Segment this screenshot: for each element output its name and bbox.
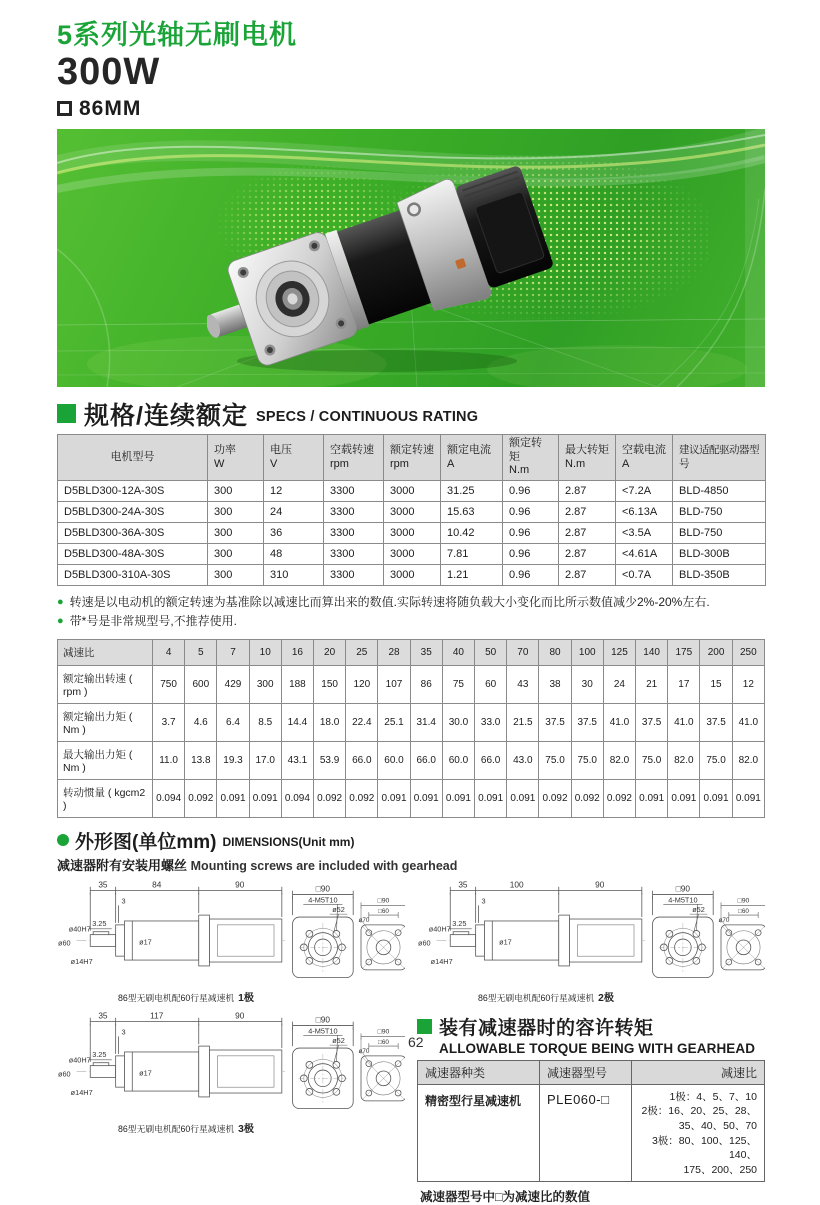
svg-text:84: 84 bbox=[152, 879, 162, 890]
drawing-caption: 86型无刷电机配60行星减速机 2极 bbox=[478, 992, 615, 1004]
ratio-cell: 66.0 bbox=[475, 741, 507, 779]
svg-text:35: 35 bbox=[98, 879, 108, 890]
torque-col-model: 减速器型号 bbox=[540, 1060, 632, 1084]
ratio-cell: 75 bbox=[442, 665, 474, 703]
spec-col-header: 最大转矩 N.m bbox=[559, 434, 616, 480]
ratio-cell: 66.0 bbox=[410, 741, 442, 779]
ratio-row bbox=[58, 779, 765, 817]
ratio-cell: 18.0 bbox=[314, 703, 346, 741]
ratio-cell: 22.4 bbox=[346, 703, 378, 741]
svg-text:3: 3 bbox=[121, 895, 126, 905]
svg-text:□90: □90 bbox=[377, 896, 390, 904]
ratio-cell: 250 bbox=[732, 639, 764, 665]
ratio-cell: 82.0 bbox=[603, 741, 635, 779]
spec-table bbox=[57, 434, 766, 586]
ratio-cell: 41.0 bbox=[732, 703, 764, 741]
ratio-cell: 120 bbox=[346, 665, 378, 703]
spec-cell: <7.2A bbox=[616, 481, 673, 502]
ratio-cell: 60.0 bbox=[378, 741, 410, 779]
ratio-cell: 10 bbox=[249, 639, 281, 665]
spec-cell: <0.7A bbox=[616, 565, 673, 586]
ratio-cell: 8.5 bbox=[249, 703, 281, 741]
spec-cell: <4.61A bbox=[616, 544, 673, 565]
ratio-cell: 0.091 bbox=[475, 779, 507, 817]
ratio-cell: 140 bbox=[636, 639, 668, 665]
spec-cell: 1.21 bbox=[441, 565, 503, 586]
note-text: 带*号是非常规型号,不推荐使用. bbox=[69, 613, 237, 628]
ratio-cell: 4.6 bbox=[185, 703, 217, 741]
ratio-cell: 24 bbox=[603, 665, 635, 703]
drawing-slot-1 bbox=[57, 876, 405, 1007]
spec-cell: 3000 bbox=[384, 565, 441, 586]
ratio-cell: 20 bbox=[314, 639, 346, 665]
note-item bbox=[57, 612, 765, 631]
ratio-cell: 0.092 bbox=[603, 779, 635, 817]
specs-title-cn: 规格/连续额定 bbox=[84, 401, 248, 430]
spec-col-header: 电机型号 bbox=[58, 434, 208, 480]
svg-text:4-M5T10: 4-M5T10 bbox=[308, 894, 338, 904]
spec-cell: <6.13A bbox=[616, 502, 673, 523]
dimension-drawing bbox=[417, 876, 765, 1007]
ratio-cell: 21 bbox=[636, 665, 668, 703]
ratio-cell: 82.0 bbox=[668, 741, 700, 779]
spec-cell: 300 bbox=[208, 544, 264, 565]
ratio-cell: 0.091 bbox=[507, 779, 539, 817]
ratio-cell: 16 bbox=[281, 639, 313, 665]
note-text: 转速是以电动机的额定转速为基准除以减速比而算出来的数值.实际转速将随负载大小变化而比所示数值减少2%-20%左右. bbox=[69, 595, 710, 610]
svg-text:ø52: ø52 bbox=[332, 1035, 345, 1045]
ratio-cell: 0.092 bbox=[571, 779, 603, 817]
side-view bbox=[77, 886, 288, 965]
torque-section-title bbox=[417, 1013, 765, 1040]
ratio-cell: 21.5 bbox=[507, 703, 539, 741]
ratio-cell: 0.092 bbox=[539, 779, 571, 817]
svg-text:□90: □90 bbox=[315, 1014, 331, 1025]
ratio-row-label: 转动惯量 ( kgcm2 ) bbox=[58, 779, 153, 817]
spec-cell: 3300 bbox=[324, 523, 384, 544]
svg-text:3.25: 3.25 bbox=[452, 918, 467, 928]
svg-text:□60: □60 bbox=[738, 907, 749, 915]
ratio-row bbox=[58, 703, 765, 741]
drawing-slot-2 bbox=[417, 876, 765, 1007]
svg-text:□60: □60 bbox=[378, 907, 389, 915]
spec-cell: BLD-350B bbox=[673, 565, 766, 586]
spec-col-header: 空载电流 A bbox=[616, 434, 673, 480]
notes bbox=[57, 593, 765, 630]
spec-row bbox=[58, 544, 766, 565]
spec-cell: 7.81 bbox=[441, 544, 503, 565]
ratio-cell: 0.094 bbox=[281, 779, 313, 817]
svg-text:3: 3 bbox=[121, 1026, 126, 1036]
dimensions-subtitle-en: Mounting screws are included with gearhead bbox=[190, 858, 458, 873]
dimensions-subtitle bbox=[57, 855, 765, 874]
ratio-cell: 80 bbox=[539, 639, 571, 665]
ratio-cell: 19.3 bbox=[217, 741, 249, 779]
spec-cell: D5BLD300-48A-30S bbox=[58, 544, 208, 565]
svg-text:ø52: ø52 bbox=[692, 904, 705, 914]
svg-text:ø70: ø70 bbox=[358, 1047, 370, 1055]
ratio-cell: 12 bbox=[732, 665, 764, 703]
frame-size-label: 86MM bbox=[79, 96, 142, 120]
ratio-cell: 0.091 bbox=[700, 779, 732, 817]
ratio-cell: 75.0 bbox=[700, 741, 732, 779]
spec-cell: BLD-4850 bbox=[673, 481, 766, 502]
svg-text:ø40H7: ø40H7 bbox=[68, 924, 91, 934]
ratio-cell: 300 bbox=[249, 665, 281, 703]
spec-cell: 3300 bbox=[324, 565, 384, 586]
ratio-cell: 107 bbox=[378, 665, 410, 703]
spec-row bbox=[58, 481, 766, 502]
spec-cell: 0.96 bbox=[503, 481, 559, 502]
spec-cell: BLD-750 bbox=[673, 502, 766, 523]
spec-row bbox=[58, 502, 766, 523]
svg-text:100: 100 bbox=[509, 879, 524, 890]
ratio-cell: 429 bbox=[217, 665, 249, 703]
svg-text:□90: □90 bbox=[675, 883, 691, 894]
ratio-cell: 40 bbox=[442, 639, 474, 665]
ratio-cell: 0.091 bbox=[636, 779, 668, 817]
svg-text:4-M5T10: 4-M5T10 bbox=[668, 894, 698, 904]
svg-text:90: 90 bbox=[235, 879, 245, 890]
side-view bbox=[77, 1017, 288, 1096]
spec-col-header: 电压 V bbox=[264, 434, 324, 480]
svg-text:ø17: ø17 bbox=[139, 936, 152, 946]
green-dot-icon bbox=[57, 834, 69, 846]
ratio-cell: 38 bbox=[539, 665, 571, 703]
spec-cell: 12 bbox=[264, 481, 324, 502]
ratio-cell: 30.0 bbox=[442, 703, 474, 741]
ratio-row bbox=[58, 665, 765, 703]
spec-col-header: 额定转速 rpm bbox=[384, 434, 441, 480]
ratio-cell: 60.0 bbox=[442, 741, 474, 779]
ratio-cell: 0.091 bbox=[217, 779, 249, 817]
svg-text:□90: □90 bbox=[377, 1027, 390, 1035]
specs-title-en: SPECS / CONTINUOUS RATING bbox=[255, 409, 479, 426]
ratio-cell: 53.9 bbox=[314, 741, 346, 779]
gearhead-type: 精密型行星减速机 bbox=[418, 1084, 540, 1181]
page-header bbox=[57, 20, 765, 121]
ratio-cell: 0.091 bbox=[442, 779, 474, 817]
gear-ratio-lines bbox=[639, 1088, 757, 1178]
torque-row bbox=[418, 1084, 765, 1181]
spec-cell: 3300 bbox=[324, 544, 384, 565]
spec-cell: 3000 bbox=[384, 544, 441, 565]
ratio-cell: 82.0 bbox=[732, 741, 764, 779]
ratio-cell: 175 bbox=[668, 639, 700, 665]
ratio-cell: 75.0 bbox=[539, 741, 571, 779]
ratio-row-label: 额定输出转速 ( rpm ) bbox=[58, 665, 153, 703]
torque-col-type: 减速器种类 bbox=[418, 1060, 540, 1084]
svg-text:ø60: ø60 bbox=[57, 1068, 71, 1078]
specs-section-title bbox=[57, 396, 765, 432]
spec-cell: BLD-750 bbox=[673, 523, 766, 544]
dimensions-section-title bbox=[57, 827, 765, 854]
dimensions-subtitle-cn: 减速器附有安装用螺丝 bbox=[57, 857, 188, 873]
ratio-table bbox=[57, 639, 765, 818]
ratio-table-body bbox=[58, 639, 765, 817]
ratio-cell: 30 bbox=[571, 665, 603, 703]
gear-ratio-line: 1极：4、5、7、10 bbox=[669, 1090, 757, 1103]
spec-cell: 2.87 bbox=[559, 565, 616, 586]
ratio-cell: 188 bbox=[281, 665, 313, 703]
ratio-cell: 3.7 bbox=[153, 703, 185, 741]
ratio-cell: 200 bbox=[700, 639, 732, 665]
spec-col-header: 额定转矩 N.m bbox=[503, 434, 559, 480]
svg-text:□60: □60 bbox=[378, 1038, 389, 1046]
svg-text:ø40H7: ø40H7 bbox=[428, 924, 451, 934]
gear-ratio-line: 2极：16、20、25、28、 bbox=[641, 1105, 757, 1118]
svg-text:ø40H7: ø40H7 bbox=[68, 1055, 91, 1065]
spec-table-body bbox=[58, 481, 766, 586]
spec-cell: 3000 bbox=[384, 502, 441, 523]
ratio-cell: 75.0 bbox=[636, 741, 668, 779]
ratio-cell: 17.0 bbox=[249, 741, 281, 779]
spec-cell: 3000 bbox=[384, 481, 441, 502]
ratio-cell: 0.092 bbox=[185, 779, 217, 817]
spec-cell: 3300 bbox=[324, 502, 384, 523]
spec-cell: 300 bbox=[208, 523, 264, 544]
frame-size bbox=[57, 97, 765, 121]
ratio-row-label: 额定输出力矩 ( Nm ) bbox=[58, 703, 153, 741]
spec-cell: 0.96 bbox=[503, 544, 559, 565]
spec-cell: 2.87 bbox=[559, 544, 616, 565]
spec-cell: 0.96 bbox=[503, 523, 559, 544]
spec-cell: 3000 bbox=[384, 523, 441, 544]
svg-text:35: 35 bbox=[98, 1010, 108, 1021]
torque-col-ratio: 减速比 bbox=[632, 1060, 765, 1084]
ratio-cell: 0.091 bbox=[410, 779, 442, 817]
ratio-cell: 37.5 bbox=[539, 703, 571, 741]
torque-title-cn: 装有减速器时的容许转矩 bbox=[439, 1017, 654, 1039]
bullet-icon: ● bbox=[57, 596, 64, 609]
svg-text:ø17: ø17 bbox=[139, 1067, 152, 1077]
ratio-cell: 33.0 bbox=[475, 703, 507, 741]
ratio-cell: 43.1 bbox=[281, 741, 313, 779]
ratio-cell: 7 bbox=[217, 639, 249, 665]
torque-title-en: ALLOWABLE TORQUE BEING WITH GEARHEAD bbox=[439, 1040, 756, 1056]
gear-ratio-line: 175、200、250 bbox=[683, 1163, 757, 1176]
gearhead-model: PLE060-□ bbox=[540, 1084, 632, 1181]
ratio-cell: 125 bbox=[603, 639, 635, 665]
ratio-cell: 0.092 bbox=[314, 779, 346, 817]
ratio-cell: 100 bbox=[571, 639, 603, 665]
svg-text:ø17: ø17 bbox=[499, 936, 512, 946]
spec-cell: <3.5A bbox=[616, 523, 673, 544]
svg-text:ø14H7: ø14H7 bbox=[70, 956, 93, 966]
ratio-cell: 0.091 bbox=[378, 779, 410, 817]
ratio-cell: 11.0 bbox=[153, 741, 185, 779]
spec-cell: 2.87 bbox=[559, 502, 616, 523]
spec-cell: 48 bbox=[264, 544, 324, 565]
ratio-cell: 0.094 bbox=[153, 779, 185, 817]
page-number: 62 bbox=[408, 1034, 424, 1050]
spec-cell: 0.96 bbox=[503, 502, 559, 523]
gear-ratio-line: 35、40、50、70 bbox=[678, 1119, 757, 1132]
svg-text:3.25: 3.25 bbox=[92, 1049, 107, 1059]
series-title: 5系列光轴无刷电机 bbox=[57, 20, 298, 50]
ratio-row bbox=[58, 741, 765, 779]
ratio-cell: 28 bbox=[378, 639, 410, 665]
svg-text:3: 3 bbox=[481, 895, 486, 905]
dimensions-title-cn: 外形图(单位mm) bbox=[75, 831, 217, 853]
svg-text:ø70: ø70 bbox=[718, 916, 730, 924]
spec-cell: 310 bbox=[264, 565, 324, 586]
spec-col-header: 空载转速 rpm bbox=[324, 434, 384, 480]
ratio-cell: 6.4 bbox=[217, 703, 249, 741]
ratio-cell: 70 bbox=[507, 639, 539, 665]
spec-cell: 15.63 bbox=[441, 502, 503, 523]
dimension-drawing bbox=[57, 1007, 405, 1138]
side-view bbox=[437, 886, 648, 965]
allowable-torque-section bbox=[417, 1007, 765, 1205]
ratio-cell: 150 bbox=[314, 665, 346, 703]
ratio-cell: 86 bbox=[410, 665, 442, 703]
dimension-drawing bbox=[57, 876, 405, 1007]
ratio-cell: 750 bbox=[153, 665, 185, 703]
spec-table-head-row bbox=[58, 434, 766, 480]
note-item bbox=[57, 593, 765, 612]
datasheet-page bbox=[57, 0, 765, 1205]
ratio-row-label: 最大输出力矩 ( Nm ) bbox=[58, 741, 153, 779]
ratio-cell: 35 bbox=[410, 639, 442, 665]
product-banner bbox=[57, 129, 765, 387]
spec-cell: D5BLD300-24A-30S bbox=[58, 502, 208, 523]
drawing-slot-3 bbox=[57, 1007, 405, 1205]
ratio-cell: 25.1 bbox=[378, 703, 410, 741]
ratio-cell: 5 bbox=[185, 639, 217, 665]
spec-cell: D5BLD300-12A-30S bbox=[58, 481, 208, 502]
square-frame-icon bbox=[57, 101, 72, 116]
svg-text:ø52: ø52 bbox=[332, 904, 345, 914]
svg-text:ø70: ø70 bbox=[358, 916, 370, 924]
spec-cell: D5BLD300-310A-30S bbox=[58, 565, 208, 586]
drawing-caption: 86型无刷电机配60行星减速机 1极 bbox=[118, 992, 255, 1004]
gear-ratio-line: 3极：80、100、125、140、 bbox=[651, 1134, 757, 1162]
ratio-cell: 50 bbox=[475, 639, 507, 665]
ratio-cell: 25 bbox=[346, 639, 378, 665]
ratio-cell: 4 bbox=[153, 639, 185, 665]
ratio-cell: 17 bbox=[668, 665, 700, 703]
ratio-cell: 0.091 bbox=[732, 779, 764, 817]
svg-text:90: 90 bbox=[235, 1010, 245, 1021]
spec-col-header: 额定电流 A bbox=[441, 434, 503, 480]
torque-table bbox=[417, 1060, 765, 1182]
ratio-cell: 0.092 bbox=[346, 779, 378, 817]
spec-col-header: 功率 W bbox=[208, 434, 264, 480]
ratio-cell: 31.4 bbox=[410, 703, 442, 741]
svg-text:117: 117 bbox=[150, 1010, 164, 1021]
spec-cell: 300 bbox=[208, 481, 264, 502]
spec-cell: 36 bbox=[264, 523, 324, 544]
dimensions-title-en: DIMENSIONS(Unit mm) bbox=[222, 835, 355, 850]
drawing-caption: 86型无刷电机配60行星减速机 3极 bbox=[118, 1123, 255, 1135]
svg-text:ø60: ø60 bbox=[417, 937, 431, 947]
spec-cell: BLD-300B bbox=[673, 544, 766, 565]
ratio-cell: 41.0 bbox=[668, 703, 700, 741]
spec-cell: 31.25 bbox=[441, 481, 503, 502]
svg-text:□90: □90 bbox=[315, 883, 331, 894]
ratio-cell: 66.0 bbox=[346, 741, 378, 779]
spec-cell: 0.96 bbox=[503, 565, 559, 586]
ratio-cell: 0.091 bbox=[668, 779, 700, 817]
spec-row bbox=[58, 565, 766, 586]
svg-text:90: 90 bbox=[595, 879, 605, 890]
torque-note: 减速器型号中□为减速比的数值 bbox=[420, 1189, 591, 1204]
ratio-cell: 43 bbox=[507, 665, 539, 703]
power-rating: 300W bbox=[57, 51, 161, 94]
ratio-cell: 14.4 bbox=[281, 703, 313, 741]
svg-text:35: 35 bbox=[458, 879, 468, 890]
spec-cell: 2.87 bbox=[559, 481, 616, 502]
spec-cell: 300 bbox=[208, 565, 264, 586]
svg-text:□90: □90 bbox=[737, 896, 750, 904]
spec-cell: 10.42 bbox=[441, 523, 503, 544]
spec-cell: 2.87 bbox=[559, 523, 616, 544]
ratio-cell: 75.0 bbox=[571, 741, 603, 779]
ratio-cell: 37.5 bbox=[700, 703, 732, 741]
ratio-cell: 600 bbox=[185, 665, 217, 703]
green-square-icon bbox=[57, 404, 76, 423]
svg-text:4-M5T10: 4-M5T10 bbox=[308, 1025, 338, 1035]
ratio-cell: 15 bbox=[700, 665, 732, 703]
bullet-icon: ● bbox=[57, 614, 64, 627]
ratio-row-label: 减速比 bbox=[58, 639, 153, 665]
svg-text:ø14H7: ø14H7 bbox=[430, 956, 453, 966]
spec-row bbox=[58, 523, 766, 544]
spec-col-header: 建议适配驱动器型号 bbox=[673, 434, 766, 480]
ratio-cell: 0.091 bbox=[249, 779, 281, 817]
spec-cell: 300 bbox=[208, 502, 264, 523]
ratio-cell: 43.0 bbox=[507, 741, 539, 779]
svg-text:ø14H7: ø14H7 bbox=[70, 1087, 93, 1097]
green-square-icon bbox=[417, 1019, 432, 1034]
ratio-cell: 41.0 bbox=[603, 703, 635, 741]
motor-product-photo bbox=[207, 157, 557, 375]
ratio-cell: 60 bbox=[475, 665, 507, 703]
ratio-row bbox=[58, 639, 765, 665]
svg-text:3.25: 3.25 bbox=[92, 918, 107, 928]
ratio-cell: 37.5 bbox=[571, 703, 603, 741]
svg-text:ø60: ø60 bbox=[57, 937, 71, 947]
spec-cell: D5BLD300-36A-30S bbox=[58, 523, 208, 544]
ratio-cell: 37.5 bbox=[636, 703, 668, 741]
spec-cell: 3300 bbox=[324, 481, 384, 502]
ratio-cell: 13.8 bbox=[185, 741, 217, 779]
spec-cell: 24 bbox=[264, 502, 324, 523]
